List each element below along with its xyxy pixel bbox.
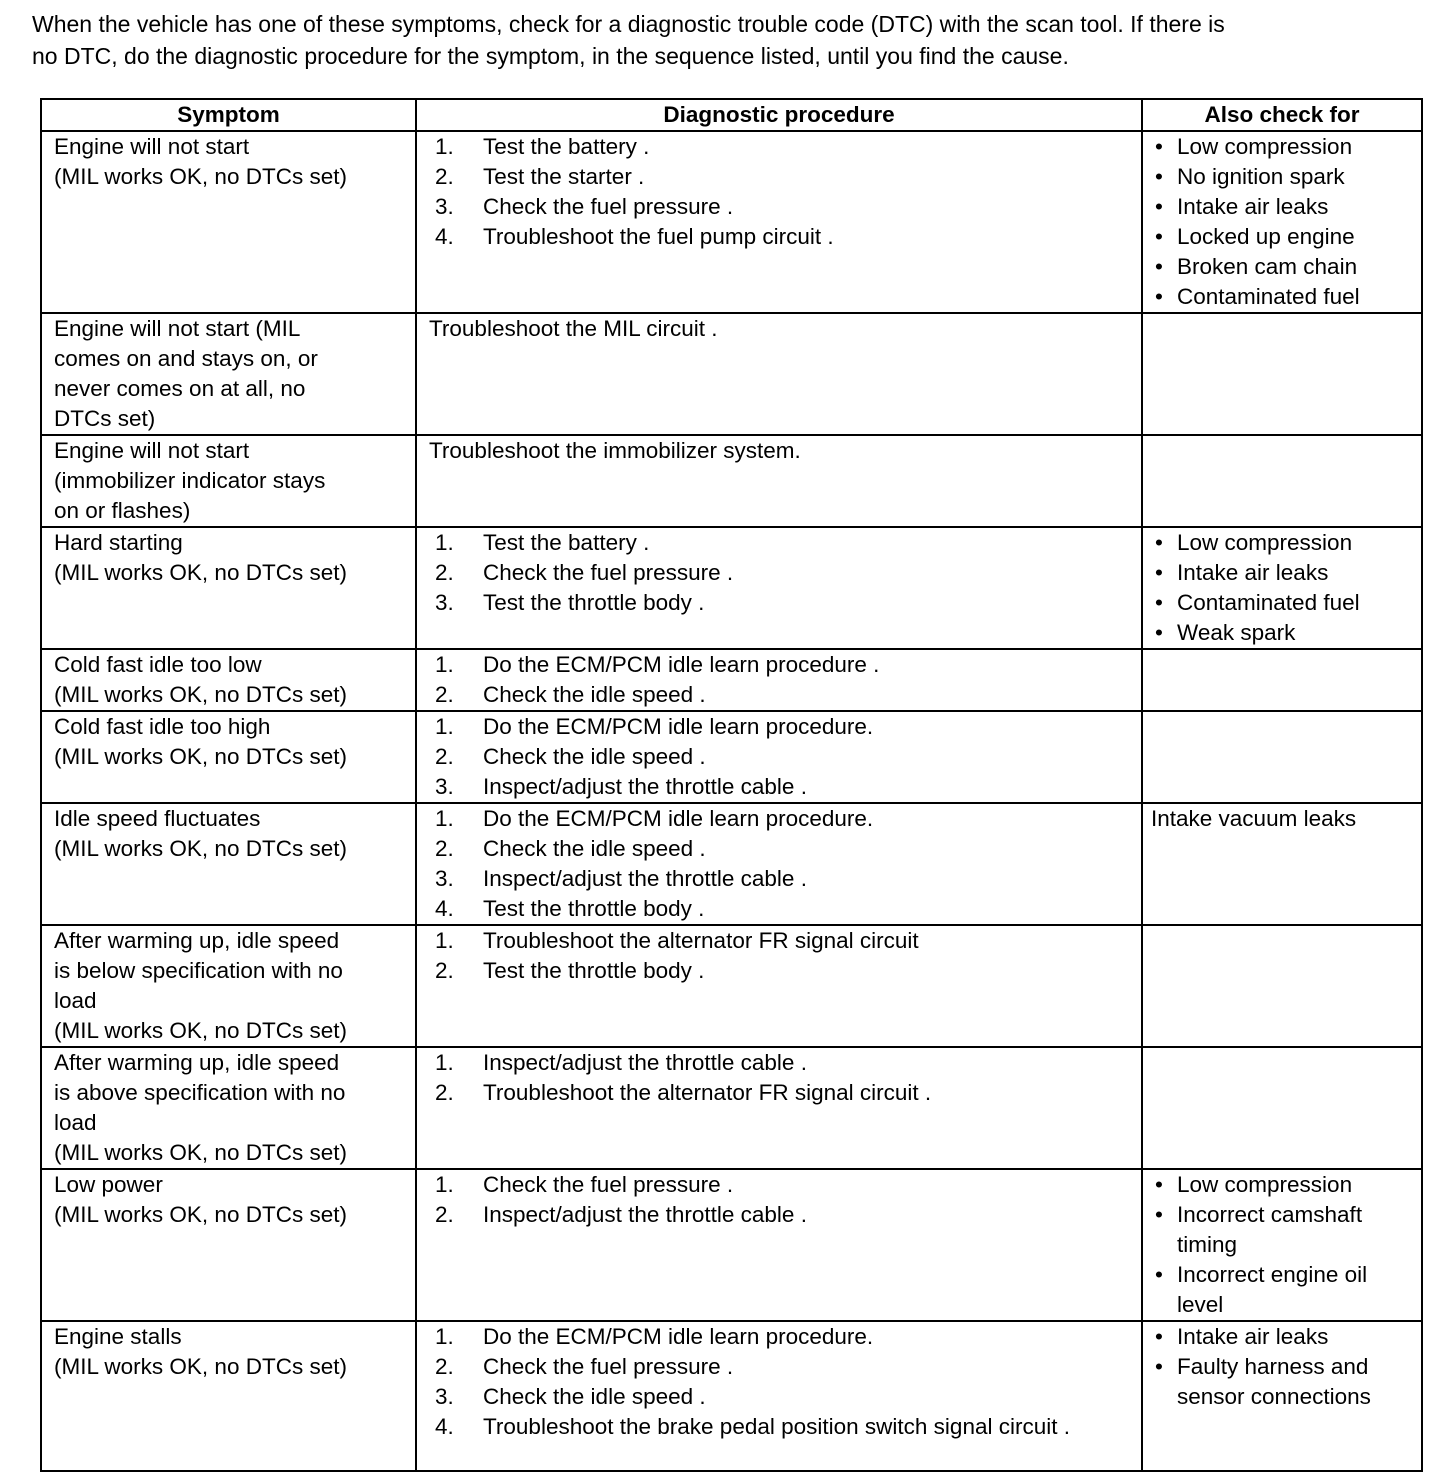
symptom-line: is below specification with no xyxy=(54,958,343,983)
procedure-cell xyxy=(416,435,1142,527)
procedure-step xyxy=(429,1382,1135,1412)
procedure-text: Troubleshoot the MIL circuit . xyxy=(429,316,718,341)
procedure-step xyxy=(429,894,1135,924)
symptom-line: Engine will not start (MIL xyxy=(54,316,301,341)
symptom-line: comes on and stays on, or xyxy=(54,346,318,371)
step-text: Check the idle speed . xyxy=(483,1384,706,1409)
symptom-cell xyxy=(41,527,416,649)
table-row xyxy=(41,649,1422,711)
table-row xyxy=(41,925,1422,1047)
step-text: Do the ECM/PCM idle learn procedure. xyxy=(483,1324,874,1349)
procedure-cell xyxy=(416,527,1142,649)
step-text: Test the throttle body . xyxy=(483,896,705,921)
step-number: 3. xyxy=(435,1384,454,1409)
symptom-line: (MIL works OK, no DTCs set) xyxy=(54,836,347,861)
step-number: 3. xyxy=(435,590,454,615)
step-number: 1. xyxy=(435,1324,454,1349)
procedure-cell xyxy=(416,925,1142,1047)
symptom-line: (MIL works OK, no DTCs set) xyxy=(54,744,347,769)
table-header-row xyxy=(41,99,1422,131)
also-check-text: • Intake air leaks xyxy=(1177,560,1329,585)
also-check-cell xyxy=(1142,925,1422,1047)
step-text: Test the throttle body . xyxy=(483,590,705,615)
also-check-cell xyxy=(1142,313,1422,435)
also-check-list xyxy=(1151,1322,1415,1412)
also-check-item xyxy=(1151,558,1415,588)
symptom-line: (immobilizer indicator stays xyxy=(54,468,326,493)
procedure-steps xyxy=(429,804,1135,924)
procedure-steps xyxy=(429,926,1135,986)
also-check-item xyxy=(1151,1352,1415,1412)
procedure-step xyxy=(429,162,1135,192)
symptom-line: Hard starting xyxy=(54,530,183,555)
also-check-text: • Locked up engine xyxy=(1177,224,1355,249)
step-text: Troubleshoot the brake pedal position switch signal circuit . xyxy=(483,1414,1070,1439)
also-check-text: • Weak spark xyxy=(1177,620,1296,645)
procedure-step xyxy=(429,1078,1135,1108)
step-number: 2. xyxy=(435,836,454,861)
procedure-cell xyxy=(416,1047,1142,1169)
procedure-step xyxy=(429,956,1135,986)
procedure-step xyxy=(429,680,1135,710)
procedure-step xyxy=(429,132,1135,162)
step-text: Do the ECM/PCM idle learn procedure . xyxy=(483,652,880,677)
also-check-item xyxy=(1151,1170,1415,1200)
also-check-list xyxy=(1151,132,1415,312)
also-check-cell xyxy=(1142,649,1422,711)
step-number: 2. xyxy=(435,560,454,585)
step-text: Test the throttle body . xyxy=(483,958,705,983)
step-text: Troubleshoot the alternator FR signal circuit . xyxy=(483,1080,932,1105)
step-number: 3. xyxy=(435,774,454,799)
also-check-cell xyxy=(1142,1321,1422,1471)
step-number: 1. xyxy=(435,530,454,555)
step-number: 1. xyxy=(435,1172,454,1197)
symptom-cell xyxy=(41,711,416,803)
step-text: Test the starter . xyxy=(483,164,645,189)
procedure-step xyxy=(429,772,1135,802)
also-check-item xyxy=(1151,132,1415,162)
table-row xyxy=(41,1169,1422,1321)
step-number: 4. xyxy=(435,1414,454,1439)
step-text: Check the fuel pressure . xyxy=(483,1354,734,1379)
symptom-cell xyxy=(41,803,416,925)
step-number: 1. xyxy=(435,652,454,677)
step-number: 1. xyxy=(435,1050,454,1075)
also-check-list xyxy=(1151,1170,1415,1320)
procedure-step xyxy=(429,1170,1135,1200)
step-number: 3. xyxy=(435,194,454,219)
also-check-text: • Incorrect engine oil level xyxy=(1177,1262,1368,1317)
symptom-line: load xyxy=(54,1110,97,1135)
also-check-item xyxy=(1151,162,1415,192)
procedure-steps xyxy=(429,1170,1135,1230)
procedure-cell xyxy=(416,131,1142,313)
symptom-line: Cold fast idle too low xyxy=(54,652,262,677)
symptom-line: (MIL works OK, no DTCs set) xyxy=(54,164,347,189)
also-check-text: • Incorrect camshaft timing xyxy=(1177,1202,1363,1257)
symptom-cell xyxy=(41,1321,416,1471)
procedure-steps xyxy=(429,1048,1135,1108)
symptom-cell xyxy=(41,925,416,1047)
also-check-item xyxy=(1151,618,1415,648)
also-check-text: • Contaminated fuel xyxy=(1177,590,1360,615)
procedure-step xyxy=(429,192,1135,222)
step-text: Inspect/adjust the throttle cable . xyxy=(483,1050,807,1075)
symptom-line: Low power xyxy=(54,1172,163,1197)
step-number: 2. xyxy=(435,1080,454,1105)
also-check-text: • Low compression xyxy=(1177,134,1353,159)
symptom-line: After warming up, idle speed xyxy=(54,928,340,953)
procedure-step xyxy=(429,1048,1135,1078)
step-number: 4. xyxy=(435,224,454,249)
procedure-step xyxy=(429,1412,1135,1442)
step-number: 2. xyxy=(435,958,454,983)
step-number: 1. xyxy=(435,714,454,739)
table-row xyxy=(41,711,1422,803)
header-diagnostic-procedure: Diagnostic procedure xyxy=(416,99,1142,131)
procedure-step xyxy=(429,1352,1135,1382)
procedure-step xyxy=(429,1322,1135,1352)
symptom-line: (MIL works OK, no DTCs set) xyxy=(54,560,347,585)
procedure-step xyxy=(429,864,1135,894)
also-check-item xyxy=(1151,282,1415,312)
symptom-line: After warming up, idle speed xyxy=(54,1050,340,1075)
procedure-step xyxy=(429,804,1135,834)
step-number: 1. xyxy=(435,928,454,953)
symptom-line: Cold fast idle too high xyxy=(54,714,271,739)
also-check-cell xyxy=(1142,1169,1422,1321)
also-check-cell xyxy=(1142,527,1422,649)
step-number: 2. xyxy=(435,164,454,189)
step-text: Inspect/adjust the throttle cable . xyxy=(483,866,807,891)
intro-line-1: When the vehicle has one of these symptoms, check for a diagnostic trouble code (DTC) with the scan tool. If there is xyxy=(32,11,1225,37)
step-number: 2. xyxy=(435,682,454,707)
header-symptom: Symptom xyxy=(41,99,416,131)
step-text: Do the ECM/PCM idle learn procedure. xyxy=(483,714,874,739)
procedure-cell xyxy=(416,313,1142,435)
symptom-line: Idle speed fluctuates xyxy=(54,806,261,831)
symptom-cell xyxy=(41,435,416,527)
header-also-check-for: Also check for xyxy=(1142,99,1422,131)
step-text: Troubleshoot the fuel pump circuit . xyxy=(483,224,834,249)
also-check-item xyxy=(1151,1260,1415,1320)
procedure-step xyxy=(429,588,1135,618)
procedure-steps xyxy=(429,1322,1135,1442)
symptom-line: Engine will not start xyxy=(54,134,250,159)
table-row xyxy=(41,131,1422,313)
table-row xyxy=(41,1047,1422,1169)
procedure-cell xyxy=(416,1321,1142,1471)
also-check-text: • Broken cam chain xyxy=(1177,254,1358,279)
symptom-line: (MIL works OK, no DTCs set) xyxy=(54,1140,347,1165)
intro-paragraph xyxy=(32,8,1432,72)
step-number: 2. xyxy=(435,1202,454,1227)
step-number: 4. xyxy=(435,896,454,921)
step-text: Inspect/adjust the throttle cable . xyxy=(483,774,807,799)
also-check-cell xyxy=(1142,711,1422,803)
also-check-text: • No ignition spark xyxy=(1177,164,1345,189)
also-check-text: Intake vacuum leaks xyxy=(1151,806,1357,831)
symptom-cell xyxy=(41,131,416,313)
symptom-cell xyxy=(41,649,416,711)
table-row xyxy=(41,435,1422,527)
procedure-cell xyxy=(416,649,1142,711)
symptom-cell xyxy=(41,1047,416,1169)
also-check-text: • Intake air leaks xyxy=(1177,194,1329,219)
step-text: Check the fuel pressure . xyxy=(483,1172,734,1197)
step-text: Check the idle speed . xyxy=(483,836,706,861)
procedure-step xyxy=(429,558,1135,588)
symptom-line: Engine will not start xyxy=(54,438,250,463)
step-number: 2. xyxy=(435,744,454,769)
procedure-cell xyxy=(416,803,1142,925)
procedure-steps xyxy=(429,712,1135,802)
procedure-step xyxy=(429,712,1135,742)
symptom-line: (MIL works OK, no DTCs set) xyxy=(54,682,347,707)
procedure-step xyxy=(429,834,1135,864)
symptom-line: DTCs set) xyxy=(54,406,156,431)
step-number: 1. xyxy=(435,134,454,159)
also-check-list xyxy=(1151,528,1415,648)
step-text: Do the ECM/PCM idle learn procedure. xyxy=(483,806,874,831)
symptom-cell xyxy=(41,313,416,435)
also-check-text: • Faulty harness and sensor connections xyxy=(1177,1354,1371,1409)
also-check-item xyxy=(1151,1200,1415,1260)
symptom-troubleshooting-table xyxy=(40,98,1423,1472)
step-text: Test the battery . xyxy=(483,530,650,555)
symptom-cell xyxy=(41,1169,416,1321)
step-text: Check the idle speed . xyxy=(483,744,706,769)
step-text: Test the battery . xyxy=(483,134,650,159)
step-text: Troubleshoot the alternator FR signal circuit xyxy=(483,928,919,953)
also-check-text: • Low compression xyxy=(1177,1172,1353,1197)
also-check-item xyxy=(1151,252,1415,282)
symptom-line: is above specification with no xyxy=(54,1080,346,1105)
table-row xyxy=(41,803,1422,925)
also-check-cell xyxy=(1142,1047,1422,1169)
step-text: Inspect/adjust the throttle cable . xyxy=(483,1202,807,1227)
table-row xyxy=(41,313,1422,435)
procedure-cell xyxy=(416,1169,1142,1321)
symptom-line: (MIL works OK, no DTCs set) xyxy=(54,1202,347,1227)
procedure-steps xyxy=(429,132,1135,252)
also-check-item xyxy=(1151,192,1415,222)
also-check-text: • Contaminated fuel xyxy=(1177,284,1360,309)
procedure-step xyxy=(429,650,1135,680)
procedure-step xyxy=(429,742,1135,772)
table-row xyxy=(41,1321,1422,1471)
also-check-cell xyxy=(1142,131,1422,313)
table-row xyxy=(41,527,1422,649)
symptom-line: load xyxy=(54,988,97,1013)
symptom-line: Engine stalls xyxy=(54,1324,182,1349)
also-check-item xyxy=(1151,222,1415,252)
procedure-text: Troubleshoot the immobilizer system. xyxy=(429,438,801,463)
symptom-line: never comes on at all, no xyxy=(54,376,306,401)
also-check-item xyxy=(1151,528,1415,558)
procedure-steps xyxy=(429,650,1135,710)
step-number: 1. xyxy=(435,806,454,831)
procedure-cell xyxy=(416,711,1142,803)
procedure-step xyxy=(429,926,1135,956)
step-text: Check the fuel pressure . xyxy=(483,194,734,219)
symptom-line: (MIL works OK, no DTCs set) xyxy=(54,1018,347,1043)
symptom-line: on or flashes) xyxy=(54,498,191,523)
also-check-item xyxy=(1151,588,1415,618)
also-check-cell xyxy=(1142,803,1422,925)
also-check-text: • Low compression xyxy=(1177,530,1353,555)
step-number: 3. xyxy=(435,866,454,891)
intro-line-2: no DTC, do the diagnostic procedure for the symptom, in the sequence listed, until you find the cause. xyxy=(32,43,1069,69)
also-check-cell xyxy=(1142,435,1422,527)
procedure-step xyxy=(429,528,1135,558)
step-text: Check the idle speed . xyxy=(483,682,706,707)
procedure-step xyxy=(429,1200,1135,1230)
also-check-text: • Intake air leaks xyxy=(1177,1324,1329,1349)
step-number: 2. xyxy=(435,1354,454,1379)
procedure-step xyxy=(429,222,1135,252)
procedure-steps xyxy=(429,528,1135,618)
symptom-line: (MIL works OK, no DTCs set) xyxy=(54,1354,347,1379)
also-check-item xyxy=(1151,1322,1415,1352)
step-text: Check the fuel pressure . xyxy=(483,560,734,585)
